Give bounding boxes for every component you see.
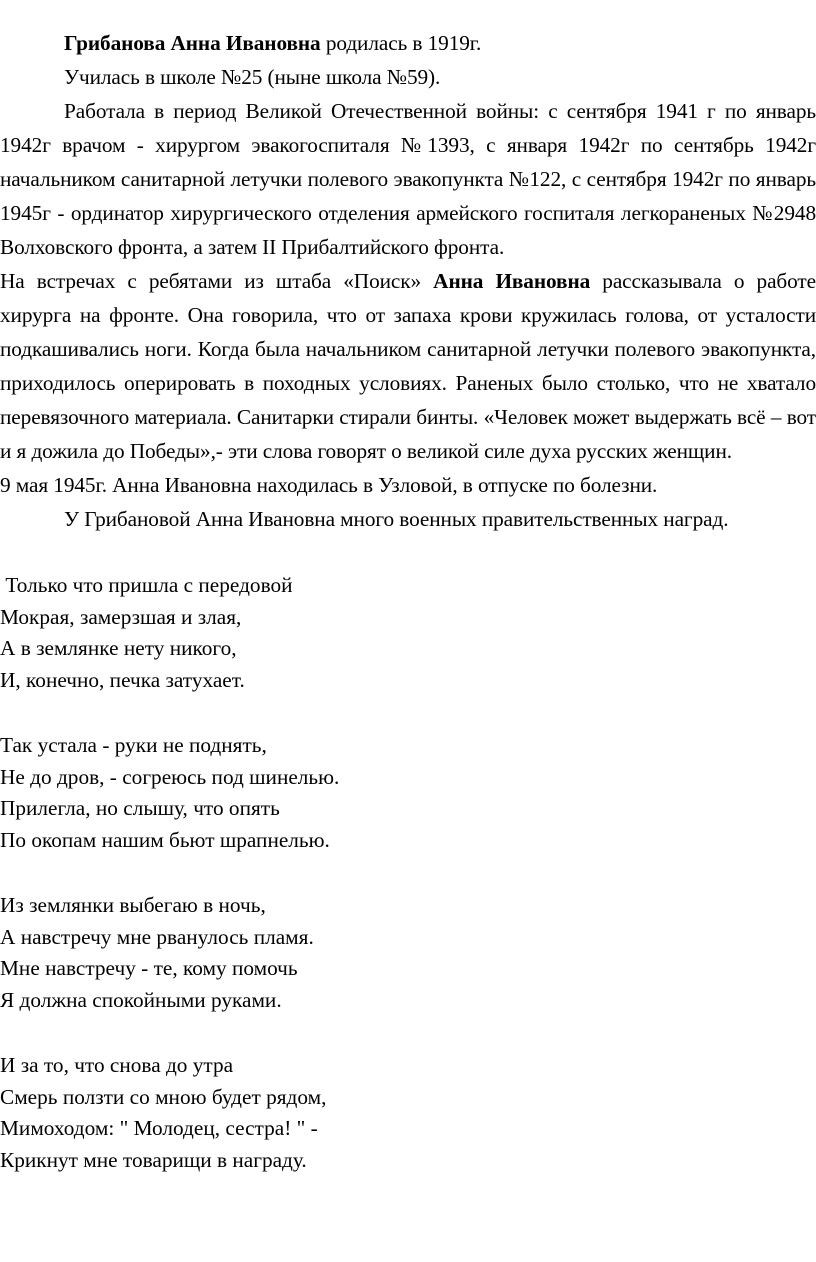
poem-line: Прилегла, но слышу, что опять bbox=[0, 796, 280, 820]
poem-line: Мимоходом: " Молодец, сестра! " - bbox=[0, 1116, 318, 1140]
person-name: Грибанова Анна Ивановна bbox=[64, 31, 321, 55]
bio-paragraph-4 bbox=[0, 264, 816, 468]
bio-paragraph-2: Училась в школе №25 (ныне школа №59). bbox=[64, 65, 441, 89]
bio-paragraph-1 bbox=[0, 26, 816, 60]
poem-stanza bbox=[0, 730, 816, 856]
poem-line: И за то, что снова до утра bbox=[0, 1053, 234, 1077]
bio-paragraph-4-rest: рассказывала о работе хирурга на фронте. Она говорила, что от запаха крови кружилась голова, от усталости подкашивались ноги. Когда была начальником санитарной летучки полевого эвакопункта, приходилось оперировать в походных условиях. Раненых было столько, что не хватало перевязочного материала. Санитарки стирали бинты. «Человек может выдержать всё – вот и я дожила до Победы»,- эти слова говорят о великой силе духа русских женщин. bbox=[0, 269, 816, 463]
poem-line: Из землянки выбегаю в ночь, bbox=[0, 893, 266, 917]
poem-line: Только что пришла с передовой bbox=[0, 573, 293, 597]
poem-stanza bbox=[0, 890, 816, 1016]
poem-line: Мне навстречу - те, кому помочь bbox=[0, 956, 298, 980]
poem-line: По окопам нашим бьют шрапнелью. bbox=[0, 827, 330, 852]
poem-line: А в землянке нету никого, bbox=[0, 636, 237, 660]
poem-line: Так устала - руки не поднять, bbox=[0, 733, 267, 757]
bio-paragraph-3: Работала в период Великой Отечественной войны: с сентября 1941 г по январь 1942г врачом - хирургом эвакогоспиталя №1393, с января 1942г по сентябрь 1942г начальником санитарной летучки полевого эвакопункта №122, с сентября 1942г по январь 1945г - ординатор хирургического отделения армейского госпиталя легкораненых №2948 Волховского фронта, а затем II Прибалтийского фронта. bbox=[0, 99, 816, 259]
poem bbox=[0, 570, 816, 1176]
poem-stanza bbox=[0, 570, 816, 696]
birth-year-text: родилась в 1919г. bbox=[320, 31, 482, 55]
poem-line: Не до дров, - согреюсь под шинелью. bbox=[0, 764, 340, 789]
poem-line: Смерь ползти со мною будет рядом, bbox=[0, 1084, 327, 1109]
bio-paragraph-6: У Грибановой Анна Ивановна много военных правительственных наград. bbox=[64, 507, 729, 531]
bio-paragraph-5: 9 мая 1945г. Анна Ивановна находилась в Узловой, в отпуске по болезни. bbox=[0, 473, 658, 497]
poem-line: И, конечно, печка затухает. bbox=[0, 667, 245, 692]
bio-paragraph-4-start: На встречах с ребятами из штаба «Поиск» bbox=[0, 269, 434, 293]
person-name-inline: Анна Ивановна bbox=[433, 269, 591, 293]
poem-line: А навстречу мне рванулось пламя. bbox=[0, 924, 314, 949]
document-page bbox=[0, 26, 816, 1176]
poem-line: Я должна спокойными руками. bbox=[0, 987, 282, 1012]
poem-line: Крикнут мне товарищи в награду. bbox=[0, 1147, 307, 1172]
poem-stanza bbox=[0, 1050, 816, 1176]
poem-line: Мокрая, замерзшая и злая, bbox=[0, 604, 242, 629]
